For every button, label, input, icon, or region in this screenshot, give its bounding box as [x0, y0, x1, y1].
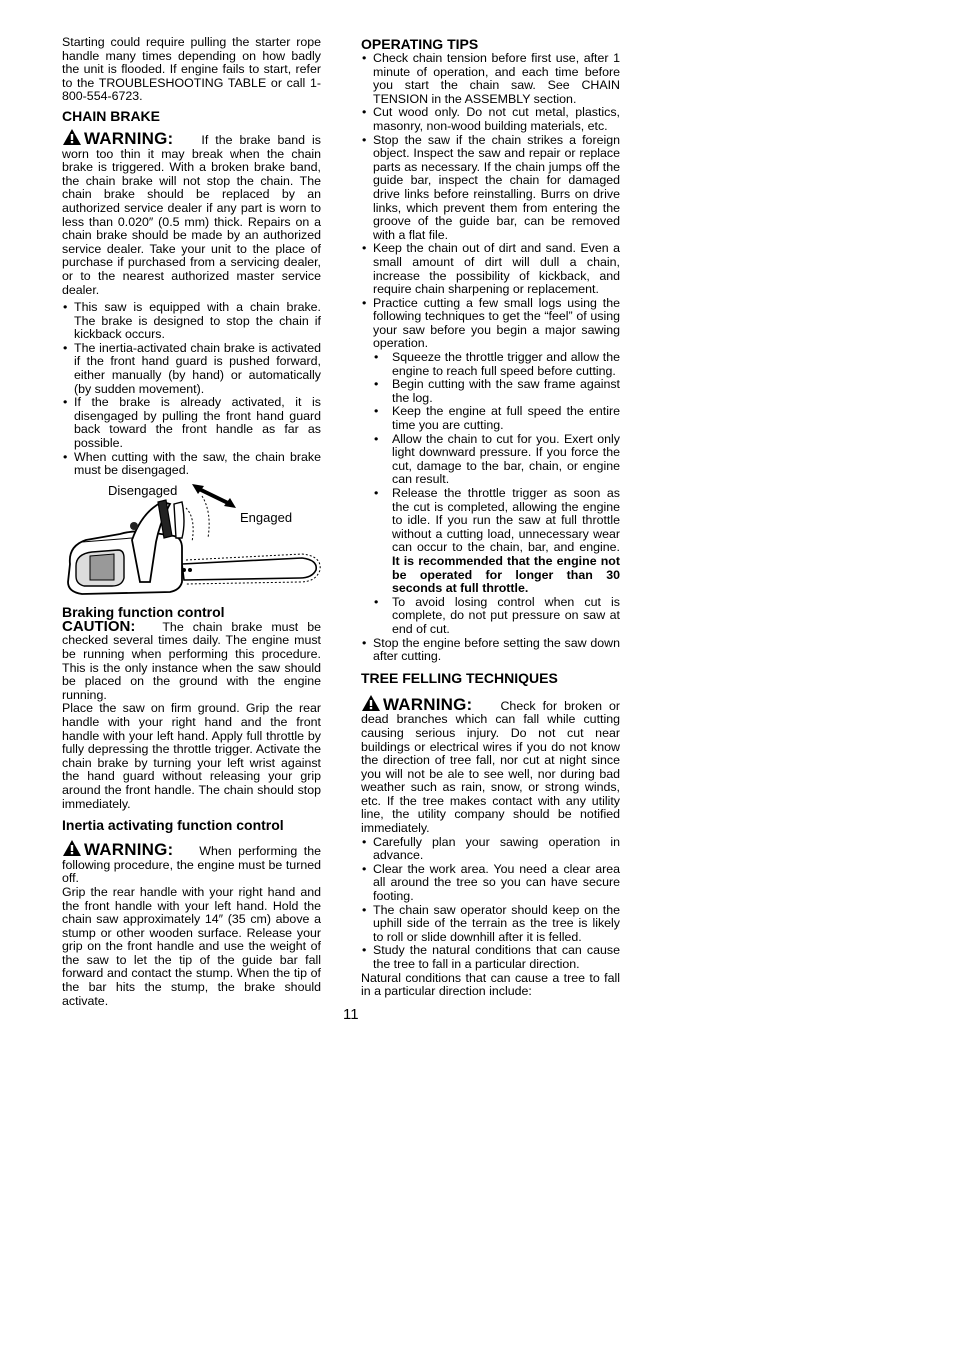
chain-brake-warning [62, 128, 321, 297]
warning-icon [361, 694, 381, 712]
sub-list-item: • Begin cutting with the saw frame against the log. [373, 378, 620, 405]
inertia-heading: Inertia activating function control [62, 817, 284, 834]
operating-tips-heading: OPERATING TIPS [361, 36, 479, 52]
practice-sub-list [361, 351, 620, 636]
sub-list-item: • To avoid losing control when cut is complete, do not put pressure on saw at end of cut. [373, 596, 620, 637]
list-item: • Practice cutting a few small logs using the following techniques to get the “feel” of using your saw before you begin a major sawing operation. [361, 297, 620, 351]
list-item: • The chain saw operator should keep on the uphill side of the terrain as the tree is likely to roll or slide downhill after it is felled. [361, 904, 620, 945]
warning-label: WARNING: [383, 694, 473, 714]
list-item: • This saw is equipped with a chain brake. The brake is designed to stop the chain if kickback occurs. [62, 301, 321, 342]
felling-bullet-list [361, 836, 620, 972]
engaged-label: Engaged [240, 509, 293, 525]
warning-icon [62, 128, 82, 146]
caution-label: CAUTION: [62, 617, 136, 635]
felling-warning [361, 694, 620, 836]
list-item: • Stop the saw if the chain strikes a foreign object. Inspect the saw and repair or replace parts as necessary. If the chain jumps off the guide bar, inspect the chain for damaged drive links before reinstalling. Burrs on drive links, which prevent them from entering the groove of the guide bar, can be removed with a flat file. [361, 134, 620, 243]
right-column [361, 36, 620, 999]
list-item: • When cutting with the saw, the chain brake must be disengaged. [62, 451, 321, 478]
warning-label: WARNING: [84, 128, 174, 148]
inertia-warning-text: When performing the following procedure, the engine must be turned off. [62, 844, 321, 886]
list-item: • Cut wood only. Do not cut metal, plastics, masonry, non-wood building materials, etc. [361, 106, 620, 133]
brake-bullet-list [62, 301, 321, 478]
felling-warning-text: Check for broken or dead branches which can fall while cutting causing serious injury. Do not cut near buildings or electrical wires if you do not know the direction of tree fall, nor cut at night since you will not be ale to see well, nor during bad weather such as rain, snow, or strong winds, etc. If the tree makes contact with any utility line, the utility company should be notified immediately. [361, 698, 620, 836]
sub-list-item: • Squeeze the throttle trigger and allow the engine to reach full speed before cutting. [373, 351, 620, 378]
warning-label: WARNING: [84, 840, 174, 860]
list-item: • Carefully plan your sawing operation in advance. [361, 836, 620, 863]
chainsaw-illustration [62, 482, 321, 600]
chain-brake-figure [62, 482, 321, 600]
list-item: • Stop the engine before setting the saw down after cutting. [361, 637, 620, 664]
braking-caution [62, 617, 321, 703]
sub-list-item: • Allow the chain to cut for you. Exert only light downward pressure. If you force the cut, damage to the bar, chain, or engine can result. [373, 433, 620, 487]
tree-felling-heading: TREE FELLING TECHNIQUES [361, 669, 558, 686]
braking-heading: Braking function control [62, 603, 225, 620]
list-item: • If the brake is already activated, it is disengaged by pulling the front hand guard back toward the front handle as far as possible. [62, 396, 321, 450]
list-item: • The inertia-activated chain brake is activated if the front hand guard is pushed forward, either manually (by hand) or automatically (by sudden movement). [62, 342, 321, 396]
braking-caution-text: The chain brake must be checked several times daily. The engine must be running when performing this procedure. This is the only instance when the saw should be placed on the ground with the engine running. [62, 619, 321, 702]
release-bold-text: It is recommended that the engine not be operated for longer than 30 seconds at full throttle. [392, 553, 620, 596]
sub-list-item [373, 487, 620, 596]
operating-bullet-list [361, 52, 620, 351]
inertia-paragraph: Grip the rear handle with your right hand and the front handle with your left hand. Hold the chain saw approximately 14″ (35 cm) above a stump or other wooden surface. Release your grip on the front handle and use the weight of the saw to let the tip of the guide bar fall forward and contact the stump. When the tip of the bar hits the stump, the brake should activate. [62, 884, 321, 1008]
page-number: 11 [343, 1006, 359, 1023]
intro-paragraph: Starting could require pulling the starter rope handle many times depending on how badly the unit is flooded. If engine fails to start, refer to the TROUBLESHOOTING TABLE or call 1-800-554-6723. [62, 35, 321, 104]
braking-paragraph: Place the saw on firm ground. Grip the rear handle with your right hand and the front handle with your left hand. Apply full throttle by fully depressing the throttle trigger. Activate the chain brake by turning your left wrist against the hand guard without releasing your grip around the front handle. The chain should stop immediately. [62, 701, 321, 811]
disengaged-label: Disengaged [108, 482, 178, 498]
release-text: Release the throttle trigger as soon as the cut is completed, allowing the engine to idle. If you run the saw at full throttle without a cutting load, unnecessary wear can occur to the chain, bar, and engine. [392, 486, 620, 555]
chain-brake-warning-text: If the brake band is worn too thin it may break when the chain brake is triggered. With a broken brake band, the chain brake will not stop the chain. The chain brake should be replaced by an authorized service dealer if any part is worn to less than 0.020″ (0.5 mm) thick. Repairs on a chain brake should be made by an authorized service dealer. Take your unit to the place of purchase if purchased from a servicing dealer, or to the nearest authorized master service dealer. [62, 132, 321, 297]
inertia-warning [62, 839, 321, 886]
left-column [62, 36, 321, 1008]
list-item: • Study the natural conditions that can cause the tree to fall in a particular direction. [361, 944, 620, 971]
sub-list-item: • Keep the engine at full speed the entire time you are cutting. [373, 405, 620, 432]
list-item: • Clear the work area. You need a clear area all around the tree so you can have secure footing. [361, 863, 620, 904]
chain-brake-heading: CHAIN BRAKE [62, 107, 160, 124]
stop-bullet-list [361, 637, 620, 664]
natural-conditions-paragraph: Natural conditions that can cause a tree to fall in a particular direction include: [361, 970, 620, 999]
list-item: • Check chain tension before first use, after 1 minute of operation, and each time before you start the chain saw. See CHAIN TENSION in the ASSEMBLY section. [361, 52, 620, 106]
warning-icon [62, 839, 82, 857]
list-item: • Keep the chain out of dirt and sand. Even a small amount of dirt will dull a chain, increase the possibility of kickback, and require chain sharpening or replacement. [361, 242, 620, 296]
